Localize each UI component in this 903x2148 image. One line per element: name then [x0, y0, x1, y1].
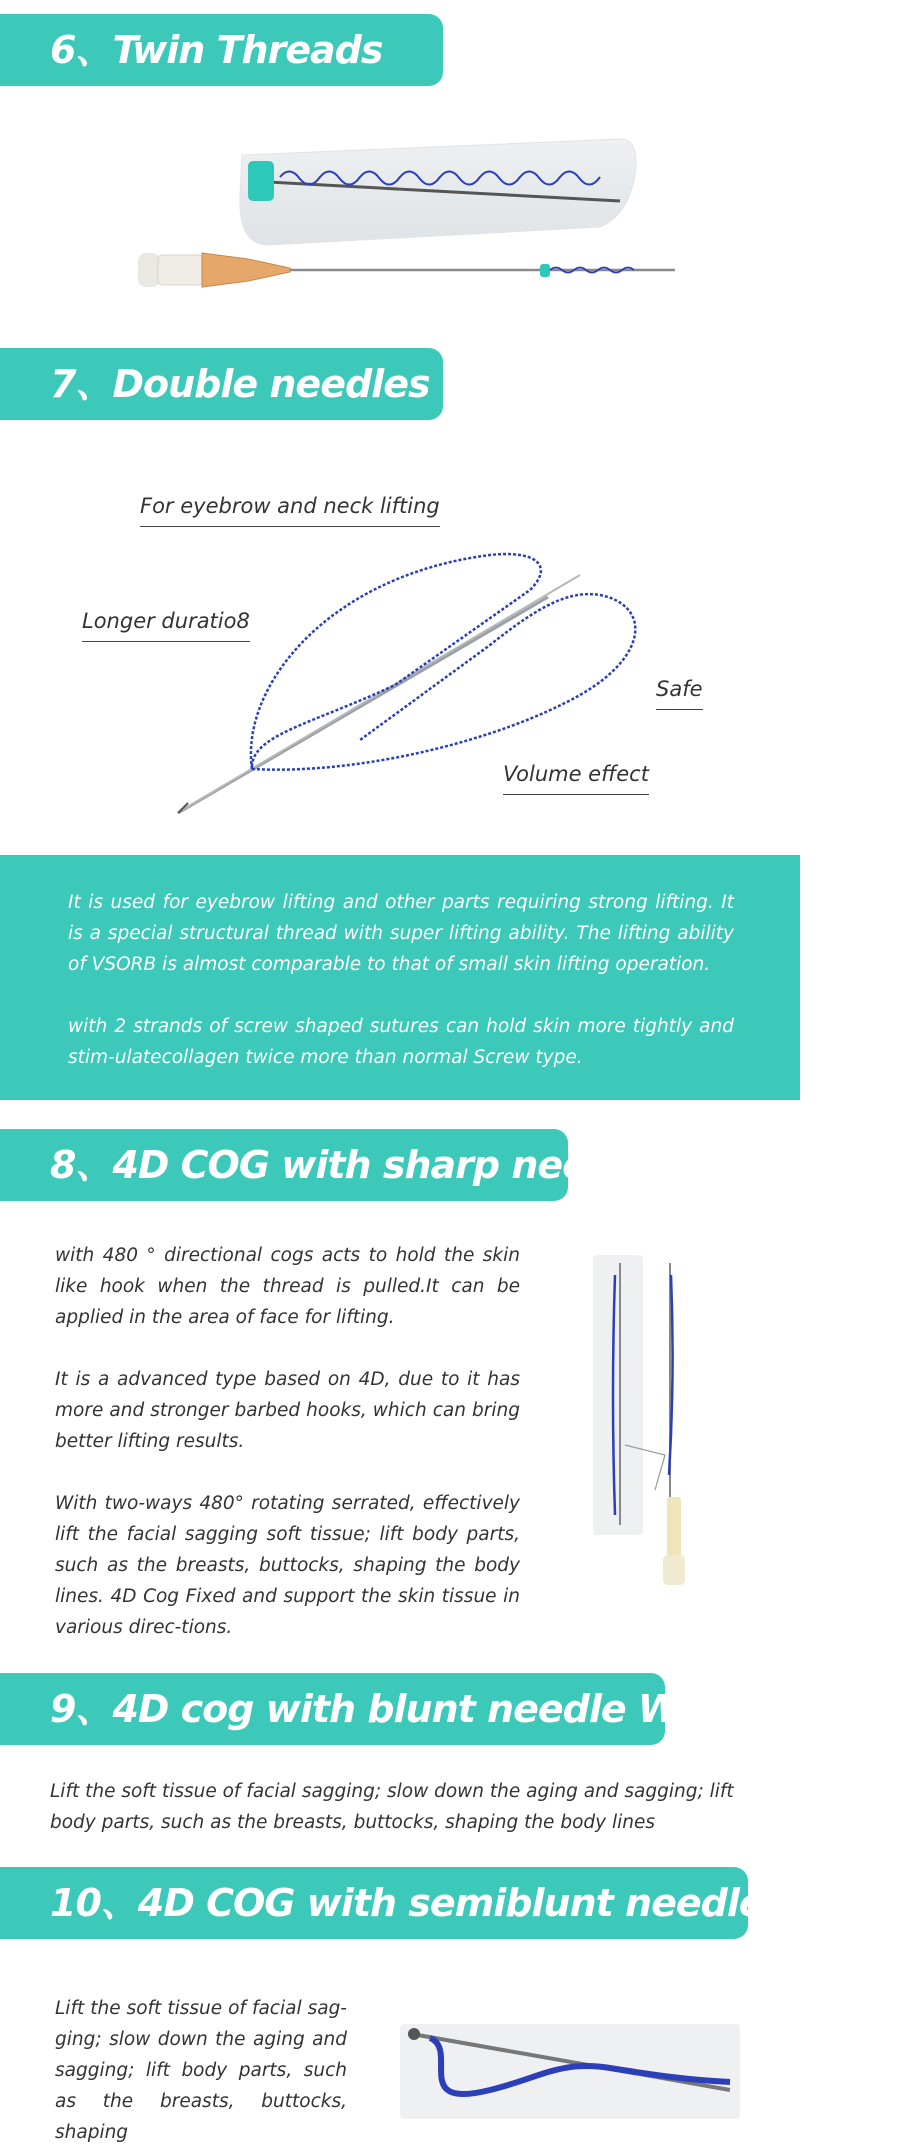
section-8-header: 8、4D COG with sharp needle — [0, 1129, 568, 1201]
label-volume-effect: Volume effect — [503, 762, 649, 795]
section-10-header: 10、4D COG with semiblunt needle L type — [0, 1867, 748, 1939]
section-9-header: 9、4D cog with blunt needle W type — [0, 1673, 665, 1745]
label-longer-duration: Longer duratio8 — [82, 609, 250, 642]
semiblunt-needle-product-image — [400, 2020, 760, 2119]
description-paragraph-2: with 2 strands of screw shaped sutures can hold skin more tightly and stim-ulatecollagen twice more than normal Screw type. — [68, 1016, 734, 1068]
section-8-text — [55, 1240, 520, 1674]
label-eyebrow-neck: For eyebrow and neck lifting — [140, 494, 440, 527]
section-10-text: Lift the soft tissue of facial sag-ging; slow down the aging and sagging; lift body parts, such as the breasts, buttocks, shaping — [55, 1998, 347, 2143]
double-needle-description — [0, 855, 800, 1100]
double-needle-image — [160, 545, 660, 825]
section-6-header: 6、Twin Threads — [0, 14, 443, 86]
s8-paragraph-3: With two-ways 480° rotating serrated, effectively lift the facial sagging soft tissue; lift body parts, such as the breasts, buttocks, shaping the body lines. 4D Cog Fixed and support the skin tissue in various direc-tions. — [55, 1493, 520, 1638]
label-safe: Safe — [656, 677, 703, 710]
s8-paragraph-2: It is a advanced type based on 4D, due to it has more and stronger barbed hooks, which can bring better lifting results. — [55, 1369, 520, 1452]
s8-paragraph-1: with 480 ° directional cogs acts to hold the skin like hook when the thread is pulled.It can be applied in the area of face for lifting. — [55, 1245, 520, 1328]
sharp-needle-product-image — [585, 1255, 705, 1605]
description-paragraph-1: It is used for eyebrow lifting and other parts requiring strong lifting. It is a special structural thread with super lifting ability. The lifting ability of VSORB is almost comparable to that of small skin lifting operation. — [68, 892, 734, 975]
section-9-text: Lift the soft tissue of facial sagging; slow down the aging and sagging; lift body parts, such as the breasts, buttocks, shaping the body lines — [50, 1781, 734, 1833]
twin-threads-product-image — [130, 135, 690, 310]
section-7-header: 7、Double needles — [0, 348, 443, 420]
